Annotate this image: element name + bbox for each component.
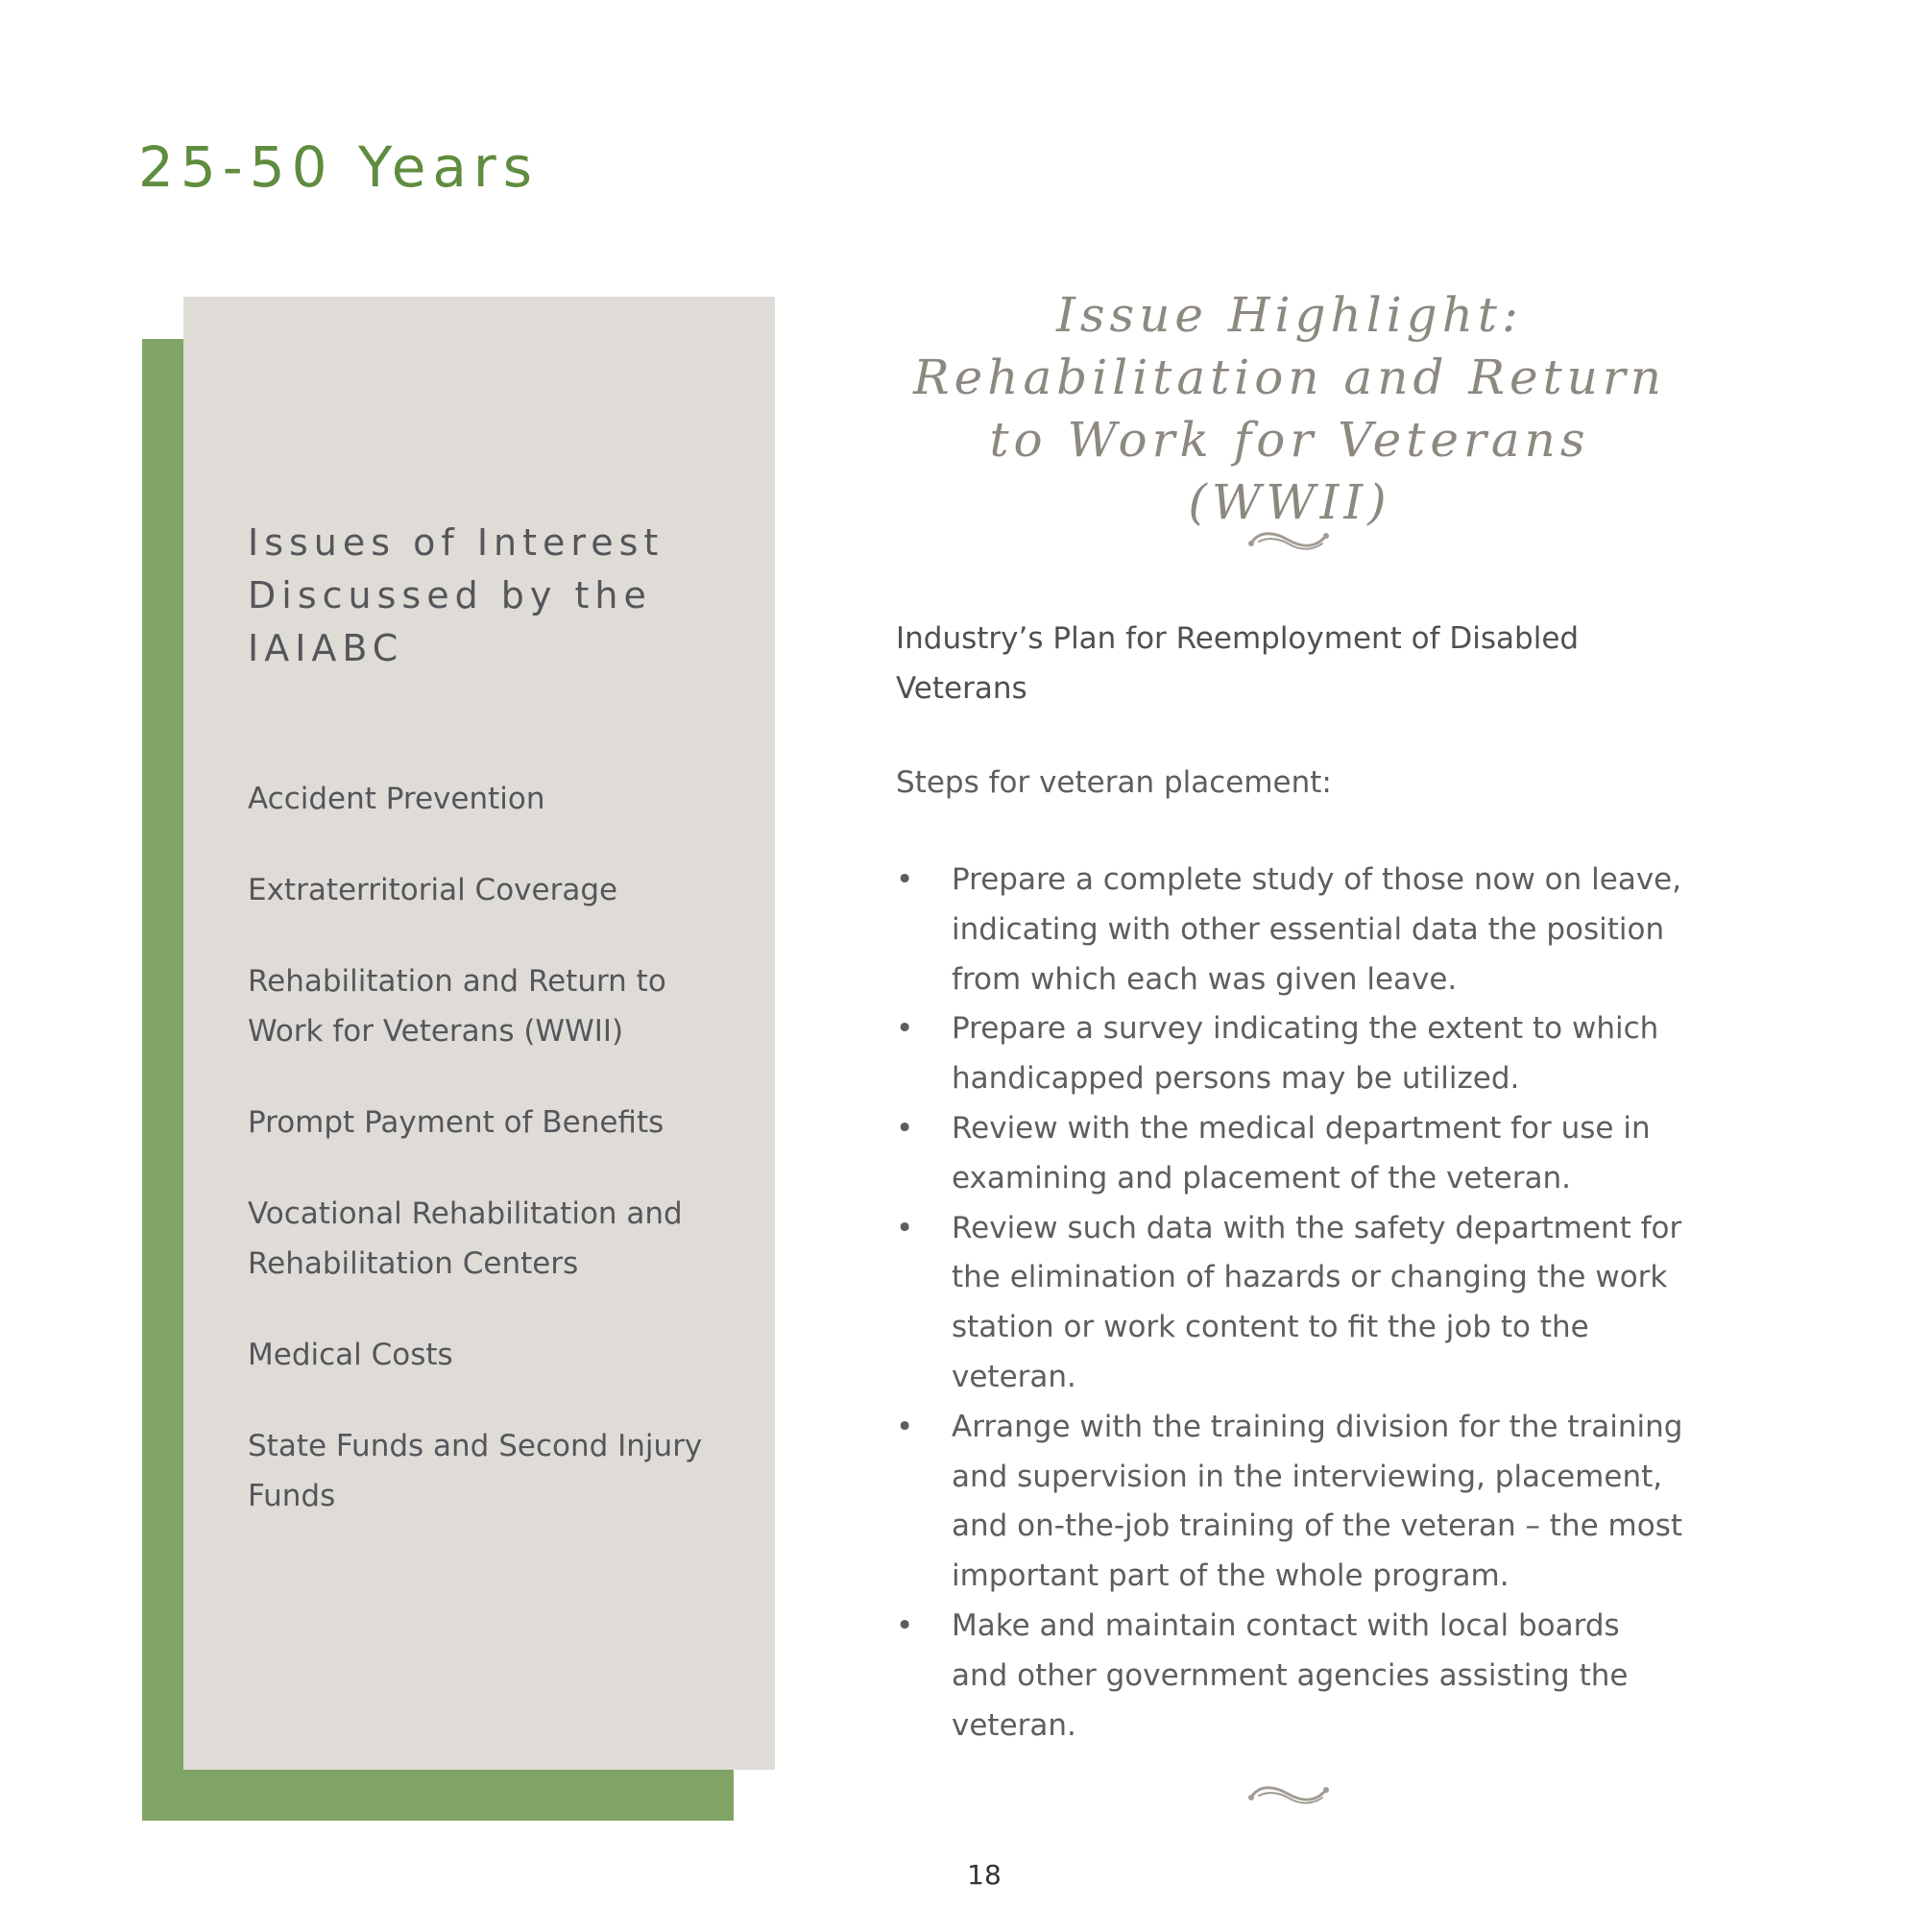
steps-intro: Steps for veteran placement: [896, 765, 1332, 800]
flourish-icon [1245, 520, 1332, 559]
list-item [896, 1602, 1683, 1751]
step-text: Review such data with the safety department for the elimination of hazards or changing the work station or work content to fit the job to the veteran. [952, 1210, 1682, 1394]
list-item: Medical Costs [248, 1338, 453, 1372]
step-text: Prepare a complete study of those now on leave, indicating with other essential data the position from which each was given leave. [952, 862, 1682, 997]
list-item [896, 1204, 1683, 1403]
highlight-title: Issue Highlight: Rehabilitation and Return to Work for Veterans (WWII) [913, 287, 1666, 530]
list-item [896, 1104, 1683, 1204]
page-number: 18 [967, 1859, 1002, 1891]
bullet-icon: • [896, 1110, 914, 1146]
step-text: Review with the medical department for use in examining and placement of the veteran. [952, 1110, 1651, 1195]
list-item: State Funds and Second Injury Funds [248, 1429, 703, 1513]
article-subheading: Industry’s Plan for Reemployment of Disabled Veterans [896, 621, 1580, 706]
sidebar-heading: Issues of Interest Discussed by the IAIABC [248, 521, 664, 669]
list-item: Vocational Rehabilitation and Rehabilitation Centers [248, 1196, 683, 1281]
bullet-icon: • [896, 1607, 914, 1643]
list-item [896, 856, 1683, 1004]
list-item [896, 1004, 1683, 1104]
page-title: 25-50 Years [138, 134, 539, 200]
list-item: Accident Prevention [248, 782, 545, 816]
bullet-icon: • [896, 1210, 914, 1245]
list-item [896, 1403, 1683, 1602]
step-text: Prepare a survey indicating the extent to which handicapped persons may be utilized. [952, 1011, 1659, 1097]
bullet-icon: • [896, 1011, 914, 1047]
bullet-icon: • [896, 862, 914, 897]
list-item: Prompt Payment of Benefits [248, 1105, 664, 1140]
step-text: Arrange with the training division for the training and supervision in the interviewing, placement, and on-the-job training of the veteran – the most important part of the whole program. [952, 1409, 1683, 1594]
bullet-icon: • [896, 1409, 914, 1444]
flourish-icon [1245, 1775, 1332, 1813]
issues-list [248, 774, 747, 1562]
list-item: Extraterritorial Coverage [248, 873, 618, 907]
step-text: Make and maintain contact with local boards and other government agencies assisting the veteran. [952, 1607, 1629, 1743]
steps-list [896, 856, 1683, 1751]
list-item: Rehabilitation and Return to Work for Veterans (WWII) [248, 964, 666, 1049]
